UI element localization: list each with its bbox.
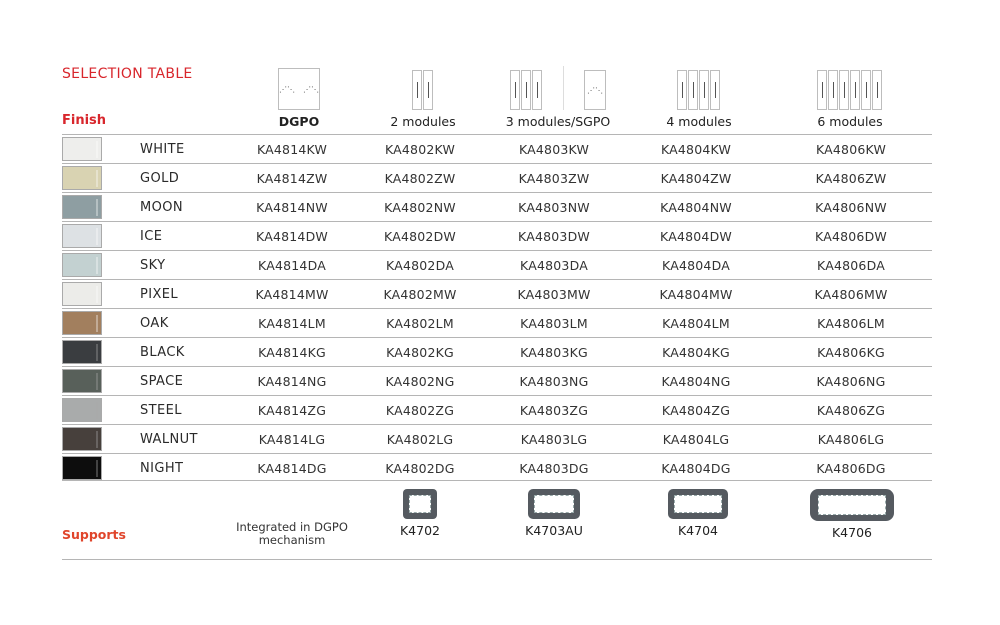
three-module-and-single-socket-icon: ⋰⋱ bbox=[498, 62, 618, 110]
finish-name: NIGHT bbox=[140, 460, 184, 476]
product-code: KA4804DG bbox=[661, 460, 731, 476]
finish-swatch bbox=[62, 311, 102, 335]
square-support-frame-icon bbox=[403, 489, 437, 519]
product-code: KA4806DW bbox=[815, 228, 887, 244]
product-code: KA4804NW bbox=[660, 199, 732, 215]
product-code: KA4814MW bbox=[255, 286, 329, 302]
table-row bbox=[62, 308, 932, 337]
two-module-plate-icon bbox=[378, 62, 468, 110]
column-label: DGPO bbox=[278, 114, 320, 129]
product-code: KA4802LG bbox=[386, 431, 454, 447]
product-code: KA4804MW bbox=[659, 286, 733, 302]
product-code: KA4814DA bbox=[258, 257, 326, 273]
product-code: KA4804NG bbox=[661, 373, 731, 389]
product-code: KA4814DW bbox=[256, 228, 328, 244]
product-code: KA4802NG bbox=[385, 373, 455, 389]
product-code: KA4803LM bbox=[520, 315, 588, 331]
support-code: K4703AU bbox=[525, 523, 583, 538]
product-code: KA4803KG bbox=[520, 344, 588, 360]
finish-swatch bbox=[62, 195, 102, 219]
product-code: KA4804KG bbox=[662, 344, 730, 360]
table-row bbox=[62, 424, 932, 453]
product-code: KA4804KW bbox=[660, 141, 732, 157]
finish-name: ICE bbox=[140, 228, 163, 244]
finish-swatch bbox=[62, 253, 102, 277]
finish-name: GOLD bbox=[140, 170, 180, 186]
finish-swatch bbox=[62, 427, 102, 451]
product-code: KA4814KG bbox=[258, 344, 326, 360]
product-code: KA4806ZG bbox=[816, 402, 886, 418]
finish-name: BLACK bbox=[140, 344, 185, 360]
support-code: K4704 bbox=[677, 523, 718, 538]
product-code: KA4814ZW bbox=[256, 170, 328, 186]
column-header-2-modules bbox=[378, 62, 468, 129]
product-code: KA4814KW bbox=[256, 141, 328, 157]
support-k4706 bbox=[782, 485, 922, 540]
product-code: KA4803ZG bbox=[519, 402, 589, 418]
double-socket-plate-icon: ⋰⋱ ⋰⋱ bbox=[278, 68, 320, 110]
product-code: KA4802DA bbox=[386, 257, 454, 273]
table-row bbox=[62, 395, 932, 424]
product-code: KA4803DA bbox=[520, 257, 588, 273]
finish-name: SPACE bbox=[140, 373, 184, 389]
four-module-plate-icon bbox=[654, 62, 744, 110]
product-code: KA4802DG bbox=[385, 460, 455, 476]
product-code: KA4802NW bbox=[384, 199, 456, 215]
column-label: 4 modules bbox=[666, 114, 732, 129]
product-code: KA4806NW bbox=[815, 199, 887, 215]
product-code: KA4803MW bbox=[517, 286, 591, 302]
table-row bbox=[62, 250, 932, 279]
product-code: KA4802KG bbox=[386, 344, 454, 360]
table-row bbox=[62, 134, 932, 163]
finish-name: WHITE bbox=[140, 141, 185, 157]
product-code: KA4803KW bbox=[518, 141, 590, 157]
product-code: KA4804LG bbox=[662, 431, 730, 447]
product-code: KA4804ZW bbox=[660, 170, 732, 186]
product-code: KA4802LM bbox=[386, 315, 454, 331]
support-dgpo-integrated: Integrated in DGPO mechanism bbox=[236, 520, 348, 547]
finish-swatch bbox=[62, 340, 102, 364]
finish-swatch bbox=[62, 398, 102, 422]
product-code: KA4802KW bbox=[384, 141, 456, 157]
finish-swatch bbox=[62, 137, 102, 161]
column-label: 6 modules bbox=[817, 114, 883, 129]
finish-swatch bbox=[62, 282, 102, 306]
finish-swatch bbox=[62, 369, 102, 393]
finish-swatch bbox=[62, 166, 102, 190]
support-k4703au bbox=[484, 485, 624, 538]
product-code: KA4806KG bbox=[817, 344, 885, 360]
column-label: 3 modules/SGPO bbox=[505, 114, 611, 129]
table-row bbox=[62, 337, 932, 366]
product-code: KA4804ZG bbox=[661, 402, 731, 418]
selection-table bbox=[62, 134, 932, 482]
finish-swatch bbox=[62, 456, 102, 480]
product-code: KA4804LM bbox=[662, 315, 730, 331]
support-code: K4706 bbox=[831, 525, 872, 540]
three-module-support-frame-icon bbox=[528, 489, 580, 519]
finish-name: OAK bbox=[140, 315, 169, 331]
table-row bbox=[62, 366, 932, 395]
support-code: K4702 bbox=[399, 523, 440, 538]
product-code: KA4814DG bbox=[257, 460, 327, 476]
product-code: KA4803DG bbox=[519, 460, 589, 476]
table-row bbox=[62, 221, 932, 250]
support-k4704 bbox=[628, 485, 768, 538]
product-code: KA4803LG bbox=[520, 431, 588, 447]
product-code: KA4803NG bbox=[519, 373, 589, 389]
finish-name: STEEL bbox=[140, 402, 182, 418]
supports-label: Supports bbox=[62, 527, 126, 542]
product-code: KA4806NG bbox=[816, 373, 886, 389]
product-code: KA4803NW bbox=[518, 199, 590, 215]
product-code: KA4806MW bbox=[814, 286, 888, 302]
column-label: 2 modules bbox=[390, 114, 456, 129]
product-code: KA4803ZW bbox=[518, 170, 590, 186]
support-k4702 bbox=[350, 485, 490, 538]
product-code: KA4803DW bbox=[518, 228, 590, 244]
column-header-3-modules-sgpo bbox=[498, 62, 618, 129]
product-code: KA4814LG bbox=[258, 431, 326, 447]
product-code: KA4804DA bbox=[662, 257, 730, 273]
table-row bbox=[62, 279, 932, 308]
product-code: KA4814NG bbox=[257, 373, 327, 389]
six-module-support-frame-icon bbox=[810, 489, 894, 521]
column-header-6-modules bbox=[800, 62, 900, 129]
finish-name: MOON bbox=[140, 199, 184, 215]
product-code: KA4802DW bbox=[384, 228, 456, 244]
column-header-dgpo bbox=[254, 62, 344, 129]
product-code: KA4804DW bbox=[660, 228, 732, 244]
product-code: KA4806LM bbox=[817, 315, 885, 331]
product-code: KA4814NW bbox=[256, 199, 328, 215]
product-code: KA4802ZG bbox=[385, 402, 455, 418]
column-header-4-modules bbox=[654, 62, 744, 129]
four-module-support-frame-icon bbox=[668, 489, 728, 519]
product-code: KA4802ZW bbox=[384, 170, 456, 186]
table-row bbox=[62, 192, 932, 221]
product-code: KA4806LG bbox=[817, 431, 885, 447]
supports-row bbox=[62, 480, 932, 560]
product-code: KA4802MW bbox=[383, 286, 457, 302]
product-code: KA4806DG bbox=[816, 460, 886, 476]
product-code: KA4806KW bbox=[815, 141, 887, 157]
finish-column-heading: Finish bbox=[62, 113, 107, 128]
finish-name: SKY bbox=[140, 257, 166, 273]
table-row bbox=[62, 453, 932, 482]
six-module-plate-icon bbox=[800, 62, 900, 110]
page-title: SELECTION TABLE bbox=[62, 66, 193, 82]
product-code: KA4806DA bbox=[817, 257, 885, 273]
finish-name: WALNUT bbox=[140, 431, 198, 447]
product-code: KA4814LM bbox=[258, 315, 326, 331]
product-code: KA4806ZW bbox=[815, 170, 887, 186]
table-row bbox=[62, 163, 932, 192]
finish-swatch bbox=[62, 224, 102, 248]
finish-name: PIXEL bbox=[140, 286, 179, 302]
product-code: KA4814ZG bbox=[257, 402, 327, 418]
